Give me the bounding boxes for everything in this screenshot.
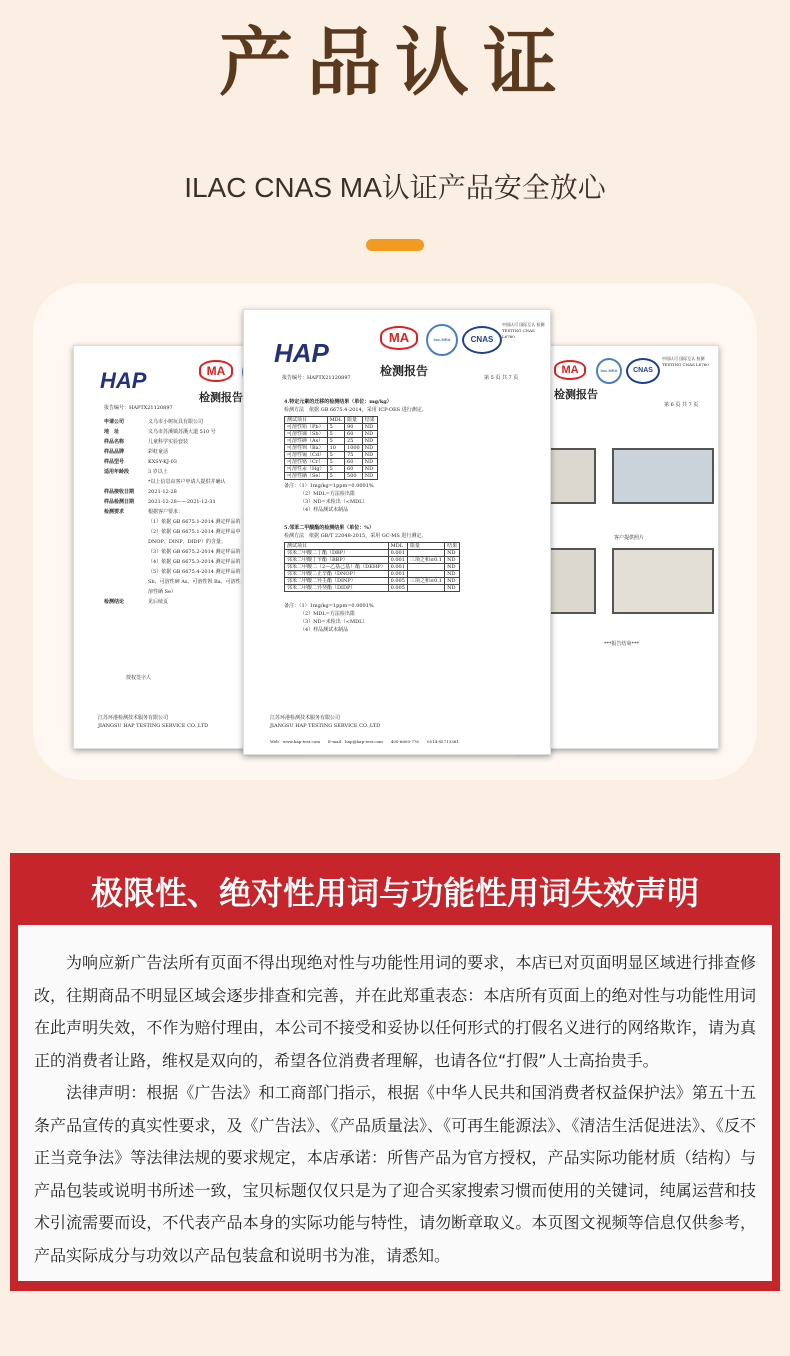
note-line: （2）MDL=方法检出限 bbox=[300, 491, 355, 497]
table-cell: ND bbox=[445, 571, 460, 578]
report-title: 检测报告 bbox=[380, 364, 429, 378]
table-cell: 60 bbox=[345, 431, 363, 438]
table-cell: 邻苯二甲酸二丁酯（DBP） bbox=[285, 550, 389, 557]
field-value: （4）依据 GB 6675.3-2014 测定样品的 bbox=[148, 559, 241, 565]
table-cell bbox=[407, 571, 444, 578]
table-cell: ND bbox=[362, 473, 377, 480]
field-label: 样品接收日期 bbox=[104, 489, 135, 495]
header-cell: 限量 bbox=[407, 543, 444, 550]
table-row bbox=[285, 564, 460, 571]
table-cell: 5 bbox=[327, 431, 344, 438]
field-label: 地 址 bbox=[104, 429, 120, 435]
table-cell: 可溶性汞（Hg） bbox=[285, 466, 328, 473]
disclaimer-title: 极限性、绝对性用词与功能性用词失效声明 bbox=[90, 874, 699, 912]
note-line: 备注：（1）1mg/kg=1ppm=0.0001% bbox=[284, 603, 374, 609]
table-cell bbox=[407, 585, 444, 592]
results-table bbox=[284, 542, 460, 592]
table-cell: ND bbox=[362, 445, 377, 452]
disclaimer-paragraph: 为响应新广告法所有页面不得出现绝对性与功能性用词的要求，本店已对页面明显区域进行排查修改，往期商品不明显区域会逐步排查和完善，并在此郑重表态：本店所有页面上的绝对性与功能性用词在此声明失效，不作为赔付理由，本公司不接受和妥协以任何形式的打假名义进行的网络欺诈，请为真正的消费者让路，维权是双向的，希望各位消费者理解，也请各位“打假”人士高抬贵手。 bbox=[34, 953, 756, 1070]
section-title: 4.特定元素的迁移的检测结果（单位：mg/kg） bbox=[284, 399, 392, 405]
photo-caption: 客户提供照片 bbox=[614, 535, 645, 541]
header-cell: 测试项目 bbox=[285, 417, 328, 424]
table-row bbox=[285, 578, 460, 585]
table-cell: 0.001 bbox=[388, 557, 407, 564]
table-cell: 可溶性钡（Ba） bbox=[285, 445, 328, 452]
hap-logo: HAP bbox=[100, 368, 147, 393]
table-cell: 可溶性铅（Pb） bbox=[285, 424, 328, 431]
table-cell: 三项之和≤0.1 bbox=[407, 557, 444, 564]
table-cell: 5 bbox=[327, 438, 344, 445]
cnas-icon: CNAS bbox=[462, 326, 502, 354]
field-value: 儿童科学实验套装 bbox=[148, 439, 189, 445]
table-cell: ND bbox=[445, 564, 460, 571]
page-number: 第 5 页 共 7 页 bbox=[484, 375, 519, 381]
table-cell: 可溶性硒（Se） bbox=[285, 473, 328, 480]
table-cell: 60 bbox=[345, 459, 363, 466]
table-cell: 可溶性锑（Sb） bbox=[285, 431, 328, 438]
table-cell: 5 bbox=[327, 452, 344, 459]
results-table bbox=[284, 416, 378, 480]
field-value: （1）依据 GB 6675.1-2014 测定样品的 bbox=[148, 519, 241, 525]
table-row bbox=[285, 452, 378, 459]
table-cell: 75 bbox=[345, 452, 363, 459]
field-value: 义乌市苏溪镇苏溪大道 510 号 bbox=[148, 429, 216, 435]
table-cell: 5 bbox=[327, 466, 344, 473]
table-cell: ND bbox=[362, 438, 377, 445]
page-number: 第 6 页 共 7 页 bbox=[664, 402, 699, 408]
header-cell: 测试项目 bbox=[285, 543, 389, 550]
header-cell: MDL bbox=[327, 417, 344, 424]
table-cell: 邻苯二甲酸二异癸酯（DIDP） bbox=[285, 585, 389, 592]
table-cell: 0.005 bbox=[388, 578, 407, 585]
table-cell: 10 bbox=[327, 445, 344, 452]
table-row bbox=[285, 431, 378, 438]
certificate-center[interactable] bbox=[243, 309, 551, 755]
field-value: 2021-12-28——2021-12-31 bbox=[148, 499, 216, 505]
field-label: 检测结论 bbox=[104, 599, 125, 605]
table-header bbox=[285, 417, 378, 424]
hap-logo: HAP bbox=[274, 338, 329, 368]
table-cell: 可溶性铬（Cr） bbox=[285, 459, 328, 466]
field-value: *以上信息由客户申请人提供并确认 bbox=[148, 479, 226, 485]
table-cell: 可溶性镉（Cd） bbox=[285, 452, 328, 459]
field-value: 义乌市小树玩具有限公司 bbox=[148, 419, 204, 425]
header-cell: 限量 bbox=[345, 417, 363, 424]
field-label: 申请公司 bbox=[104, 419, 125, 425]
page-subtitle: ILAC CNAS MA认证产品安全放心 bbox=[184, 172, 606, 203]
table-row bbox=[285, 571, 460, 578]
table-cell: 0.001 bbox=[388, 550, 407, 557]
table-cell: 0.001 bbox=[388, 564, 407, 571]
table-cell: 可溶性砷（As） bbox=[285, 438, 328, 445]
field-label: 样品品牌 bbox=[104, 449, 125, 455]
signer-label: 授权签字人 bbox=[126, 675, 152, 681]
header-cell: 结果 bbox=[445, 543, 460, 550]
table-cell: 邻苯二甲酸二异壬酯（DINP） bbox=[285, 578, 389, 585]
table-cell: 5 bbox=[327, 473, 344, 480]
field-value: 2021-12-28 bbox=[148, 489, 177, 495]
table-cell: ND bbox=[445, 585, 460, 592]
table-cell: ND bbox=[445, 550, 460, 557]
legal-paragraph: 法律声明：根据《广告法》和工商部门指示，根据《中华人民共和国消费者权益保护法》第五十五条产品宣传的真实性要求，及《广告法》、《产品质量法》、《可再生能源法》、《清洁生活促进法》、《反不正当竞争法》等法律法规的要求规定，本店承诺：所售产品为官方授权，产品实际功能材质（结构）与产品包装或说明书所述一致，宝贝标题仅仅只是为了迎合买家搜索习惯而使用的关键词，纯属运营和技术引流需要而设，不代表产品本身的实际功能与特性，请勿断章取义。本页图文视频等信息仅供参考，产品实际成分与功效以产品包装盒和说明书为准，请悉知。 bbox=[34, 1083, 756, 1265]
table-cell: 5 bbox=[327, 424, 344, 431]
table-cell: 三项之和≤0.1 bbox=[407, 578, 444, 585]
table-row bbox=[285, 424, 378, 431]
field-label: 样品名称 bbox=[104, 439, 125, 445]
table-row bbox=[285, 585, 460, 592]
product-photo bbox=[612, 448, 714, 504]
table-row bbox=[285, 438, 378, 445]
table-row bbox=[285, 459, 378, 466]
field-value: 彩虹童话 bbox=[148, 449, 169, 455]
page-title: 产品认证 bbox=[219, 20, 571, 106]
section-title: 5.邻苯二甲酸酯的检测结果（单位：%） bbox=[284, 525, 374, 531]
note-line: 备注：（1）1mg/kg=1ppm=0.0001% bbox=[284, 483, 374, 489]
table-cell bbox=[407, 550, 444, 557]
field-value: 根据客户要求： bbox=[148, 509, 184, 515]
table-cell: ND bbox=[362, 459, 377, 466]
product-photo bbox=[612, 548, 714, 614]
footer-org: 江苏环港检测技术服务有限公司 bbox=[270, 715, 341, 721]
disclaimer-body bbox=[18, 925, 772, 1281]
certificate-panel bbox=[33, 283, 757, 780]
header-cell: 结果 bbox=[362, 417, 377, 424]
table-cell: 500 bbox=[345, 473, 363, 480]
field-value: 3 岁以上 bbox=[148, 469, 168, 475]
note-line: （3）ND=未检出（<MDL） bbox=[300, 499, 368, 505]
cnas-text: 中国认可 国际互认 检测 TESTING CNAS L6760 bbox=[502, 322, 545, 339]
field-value: 见后续页 bbox=[148, 599, 169, 605]
table-cell: 0.005 bbox=[388, 585, 407, 592]
field-value: （5）依据 GB 6675.4-2014 测定样品的 bbox=[148, 569, 241, 575]
report-end-mark: ***报告结束*** bbox=[604, 641, 640, 647]
table-cell: 60 bbox=[345, 466, 363, 473]
table-row bbox=[285, 557, 460, 564]
table-header bbox=[285, 543, 460, 550]
table-cell: ND bbox=[362, 424, 377, 431]
table-cell: 邻苯二甲酸丁苄酯（BBP） bbox=[285, 557, 389, 564]
field-value: （2）依据 GB 6675.1-2014 测定样品中 bbox=[148, 529, 241, 535]
ilac-icon: ilac-MRA bbox=[426, 324, 458, 356]
footer-contact: Web：www.hap-test.com E-mail：hap@hap-test.com 400-6600-776 0514-85713361 bbox=[270, 739, 459, 744]
table-cell bbox=[407, 564, 444, 571]
table-cell: 90 bbox=[345, 424, 363, 431]
ma-mark: MA bbox=[199, 360, 233, 382]
field-value: KXSY-KJ-03 bbox=[148, 459, 177, 465]
field-value: Sb、可溶性砷 As、可溶性钡 Ba、可溶性 bbox=[148, 579, 241, 585]
ma-mark: MA bbox=[380, 326, 418, 350]
field-label: 检测要求 bbox=[104, 509, 125, 515]
section-method: 检测方法 依据 GB/T 22048-2015，采用 GC-MS 进行测定。 bbox=[284, 533, 427, 539]
table-row bbox=[285, 473, 378, 480]
table-row bbox=[285, 445, 378, 452]
footer-org: 江苏环港检测技术服务有限公司 bbox=[98, 715, 169, 721]
note-line: （4）样品测试未制品 bbox=[300, 507, 349, 513]
field-label: 样品型号 bbox=[104, 459, 125, 465]
accent-bar bbox=[366, 239, 424, 251]
note-line: （2）MDL=方法检出限 bbox=[300, 611, 355, 617]
table-cell: 25 bbox=[345, 438, 363, 445]
report-title: 检测报告 bbox=[554, 388, 598, 401]
table-cell: 邻苯二甲酸二（2—乙基己基）酯（DEHP） bbox=[285, 564, 389, 571]
footer-org-en: JIANGSU HAP TESTING SERVICE CO.,LTD bbox=[98, 723, 209, 729]
field-label: 适用年龄段 bbox=[104, 469, 130, 475]
note-line: （4）样品测试未制品 bbox=[300, 627, 349, 633]
table-cell: 邻苯二甲酸二正辛酯（DNOP） bbox=[285, 571, 389, 578]
report-number: 报告编号：HAPTX21120897 bbox=[282, 375, 351, 381]
table-cell: ND bbox=[362, 431, 377, 438]
field-label: 样品检测日期 bbox=[104, 499, 135, 505]
report-number: 报告编号：HAPTX21120897 bbox=[104, 405, 173, 411]
table-cell: ND bbox=[445, 557, 460, 564]
footer-org-en: JIANGSU HAP TESTING SERVICE CO.,LTD bbox=[270, 723, 381, 729]
section-method: 检测方法 依据 GB 6675.4-2014，采用 ICP-OES 进行测定。 bbox=[284, 407, 427, 413]
table-cell: 5 bbox=[327, 459, 344, 466]
field-value: DNOP、DINP、DIDP）的含量； bbox=[148, 539, 226, 545]
report-title: 检测报告 bbox=[199, 391, 243, 404]
table-cell: ND bbox=[362, 466, 377, 473]
table-row bbox=[285, 550, 460, 557]
field-value: （3）依据 GB 6675.2-2014 测定样品的 bbox=[148, 549, 241, 555]
field-value: 溶性硒 Se） bbox=[148, 589, 176, 595]
table-cell: 0.001 bbox=[388, 571, 407, 578]
disclaimer-box bbox=[10, 853, 780, 1291]
table-cell: 1000 bbox=[345, 445, 363, 452]
table-cell: ND bbox=[362, 452, 377, 459]
cnas-text: 中国认可 国际互认 检测 TESTING CNAS L6760 bbox=[662, 356, 709, 367]
ilac-icon: ilac-MRA bbox=[596, 358, 622, 384]
ma-mark: MA bbox=[554, 360, 586, 380]
table-cell: ND bbox=[445, 578, 460, 585]
note-line: （3）ND=未检出（<MDL） bbox=[300, 619, 368, 625]
table-row bbox=[285, 466, 378, 473]
cnas-icon: CNAS bbox=[626, 358, 660, 384]
header-cell: MDL bbox=[388, 543, 407, 550]
